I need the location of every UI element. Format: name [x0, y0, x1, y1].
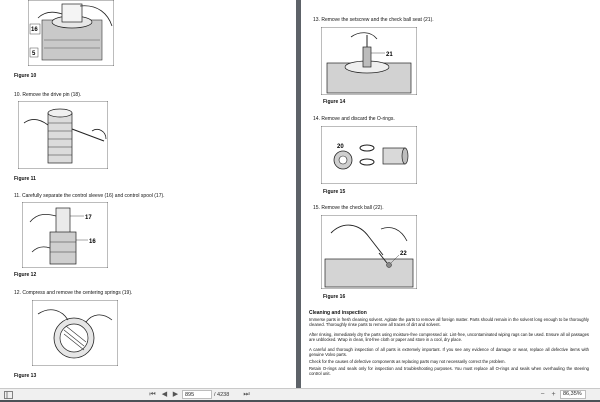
figure-14-illustration	[321, 27, 417, 95]
figure-12-caption: Figure 12	[14, 272, 37, 278]
step-14-text: 14. Remove and discard the O-rings.	[313, 116, 395, 122]
page-total: / 4238	[214, 392, 230, 398]
cleaning-paragraph-1: Immerse parts in fresh cleaning solvent. Agitate the parts to remove all foreign matter. Parts should remain in the solvent long enough to be thoroughly cleaned. Thoroughly rinse parts to remove all traces of dirt and solvent.	[309, 317, 589, 327]
step-10-text: 10. Remove the drive pin (18).	[14, 92, 82, 98]
figure-15-illustration	[321, 126, 417, 184]
page-number-input[interactable]	[182, 390, 212, 399]
cleaning-paragraph-3: A careful and thorough inspection of all parts is extremely important. If you see any evidence of damage or wear, replace all defective items with genuine Volvo parts.	[309, 347, 589, 357]
first-page-icon[interactable]: ⏮	[149, 391, 156, 398]
cleaning-heading: Cleaning and inspection	[309, 310, 367, 316]
figure-10-illustration	[28, 0, 114, 66]
cleaning-paragraph-4: Check for the causes of defective components as replacing parts may not necessarily correct the problem.	[309, 359, 506, 364]
figure-14-label-21: 21	[386, 52, 393, 58]
step-15-text: 15. Remove the check ball (22).	[313, 205, 384, 211]
next-page-icon[interactable]: ▶	[172, 391, 179, 398]
step-12-text: 12. Compress and remove the centering springs (19).	[14, 290, 133, 296]
figure-12-label-17: 17	[85, 215, 92, 221]
figure-11-caption: Figure 11	[14, 176, 36, 182]
sidebar-icon[interactable]	[4, 391, 13, 399]
document-page-left	[0, 0, 296, 388]
last-page-icon[interactable]: ⏭	[243, 391, 250, 398]
prev-page-icon[interactable]: ◀	[161, 391, 168, 398]
figure-11-illustration	[18, 101, 108, 169]
cleaning-paragraph-2: After rinsing, immediately dry the parts using moisture-free compressed air. Lint-free, uncontaminated wiping rags can be used. Ensure all oil passages are unblocked. Wrap in clean, lint-free cloth or paper and store in a cool, dry place.	[309, 332, 589, 342]
cleaning-paragraph-5: Retain O-rings and seals only for inspection and troubleshooting purposes. You must replace all O-rings and seals when overhauling the steering control unit.	[309, 366, 589, 376]
zoom-in-icon[interactable]: +	[551, 391, 556, 398]
step-11-text: 11. Carefully separate the control sleeve (16) and control spool (17).	[14, 193, 165, 199]
figure-10-label-5: 5	[32, 51, 36, 57]
zoom-out-icon[interactable]: −	[540, 391, 545, 398]
figure-12-illustration	[22, 202, 108, 268]
figure-15-label-20: 20	[337, 144, 344, 150]
figure-16-illustration	[321, 215, 417, 289]
document-page-right	[301, 0, 600, 388]
figure-12-label-16: 16	[89, 239, 96, 245]
viewer-toolbar	[0, 388, 600, 400]
figure-13-caption: Figure 13	[14, 373, 37, 379]
figure-10-label-16: 16	[31, 27, 38, 33]
zoom-level-input[interactable]: 86,35%	[560, 390, 586, 399]
figure-16-label-22: 22	[400, 251, 407, 257]
figure-13-illustration	[32, 300, 118, 366]
figure-16-caption: Figure 16	[323, 294, 346, 300]
figure-15-caption: Figure 15	[323, 189, 346, 195]
figure-14-caption: Figure 14	[323, 99, 346, 105]
figure-10-caption: Figure 10	[14, 73, 37, 79]
step-13-text: 13. Remove the setscrew and the check ball seat (21).	[313, 17, 434, 23]
